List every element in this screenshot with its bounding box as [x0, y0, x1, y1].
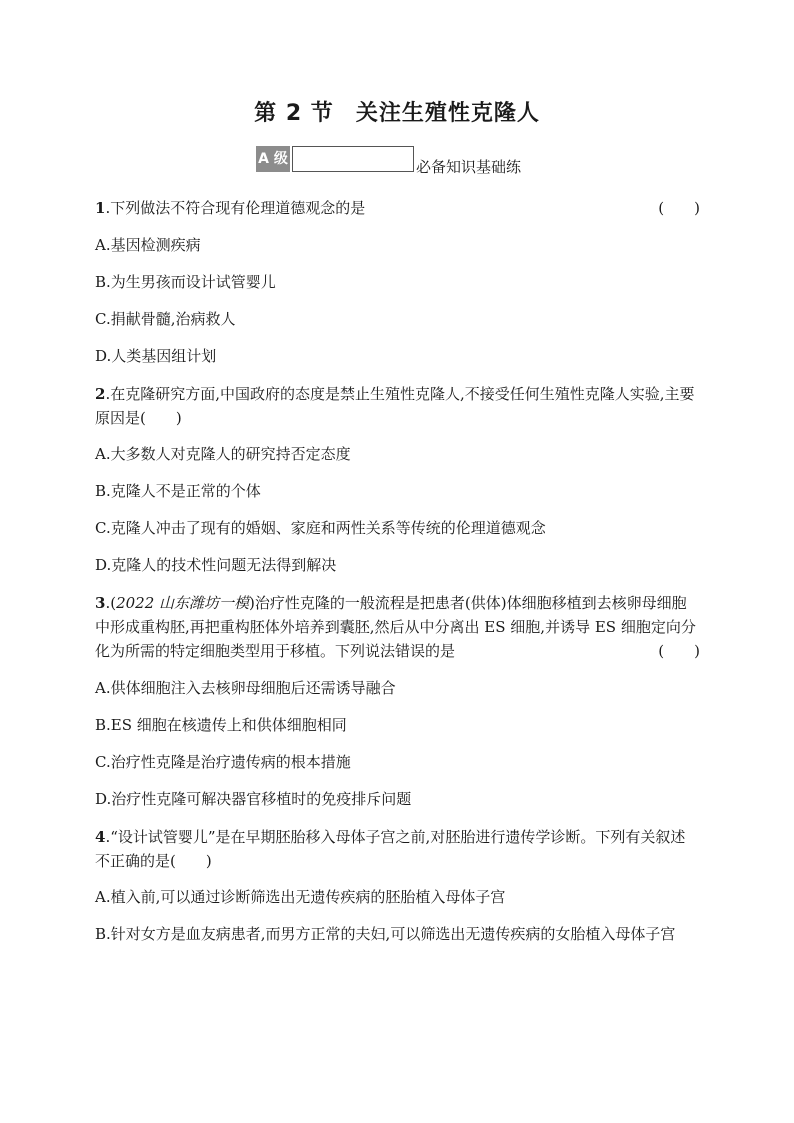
question-text: .“设计试管婴儿”是在早期胚胎移入母体子宫之前,对胚胎进行遗传学诊断。下列有关叙述不正确的是( )	[95, 828, 686, 870]
question-3-option-c: C.治疗性克隆是治疗遗传病的根本措施	[95, 753, 351, 771]
question-1-option-d: D.人类基因组计划	[95, 347, 217, 365]
score-box	[292, 146, 414, 172]
question-2-option-b: B.克隆人不是正常的个体	[95, 482, 261, 500]
question-4-option-a: A.植入前,可以通过诊断筛选出无遗传疾病的胚胎植入母体子宫	[95, 888, 506, 906]
section-topic: 关注生殖性克隆人	[355, 101, 540, 126]
question-number: 2	[95, 385, 106, 403]
question-2-stem	[95, 382, 700, 430]
question-3-option-a: A.供体细胞注入去核卵母细胞后还需诱导融合	[95, 679, 396, 697]
question-1-option-b: B.为生男孩而设计试管婴儿	[95, 273, 276, 291]
answer-blank: ( )	[658, 642, 700, 660]
question-text: .下列做法不符合现有伦理道德观念的是	[105, 199, 366, 217]
question-prefix: .(	[105, 594, 117, 612]
question-2-option-c: C.克隆人冲击了现有的婚姻、家庭和两性关系等传统的伦理道德观念	[95, 519, 546, 537]
question-source: 2022 山东潍坊一模	[116, 594, 250, 612]
answer-blank: ( )	[658, 199, 700, 217]
question-number: 3	[95, 594, 106, 612]
question-2-option-d: D.克隆人的技术性问题无法得到解决	[95, 556, 337, 574]
question-1-option-c: C.捐献骨髓,治病救人	[95, 310, 236, 328]
page-title	[0, 96, 794, 127]
question-4-stem	[95, 825, 700, 873]
question-3-option-b: B.ES 细胞在核遗传上和供体细胞相同	[95, 716, 347, 734]
question-1-stem	[95, 196, 700, 220]
section-number: 第 2 节	[254, 101, 334, 126]
question-number: 1	[95, 199, 106, 217]
level-badge: A 级	[256, 146, 290, 172]
question-3-stem	[95, 591, 700, 663]
question-3-option-d: D.治疗性克隆可解决器官移植时的免疫排斥问题	[95, 790, 412, 808]
question-number: 4	[95, 828, 106, 846]
question-2-option-a: A.大多数人对克隆人的研究持否定态度	[95, 445, 351, 463]
level-label: 必备知识基础练	[416, 158, 522, 176]
question-4-option-b: B.针对女方是血友病患者,而男方正常的夫妇,可以筛选出无遗传疾病的女胎植入母体子宫	[95, 925, 676, 943]
question-1-option-a: A.基因检测疾病	[95, 236, 201, 254]
question-text: .在克隆研究方面,中国政府的态度是禁止生殖性克隆人,不接受任何生殖性克隆人实验,主要原因是( )	[95, 385, 695, 427]
question-text: )治疗性克隆的一般流程是把患者(供体)体细胞移植到去核卵母细胞中形成重构胚,再把重构胚体外培养到囊胚,然后从中分离出 ES 细胞,并诱导 ES 细胞定向分化为所需的特定细胞类型用于移植。下列说法错误的是	[95, 594, 696, 660]
